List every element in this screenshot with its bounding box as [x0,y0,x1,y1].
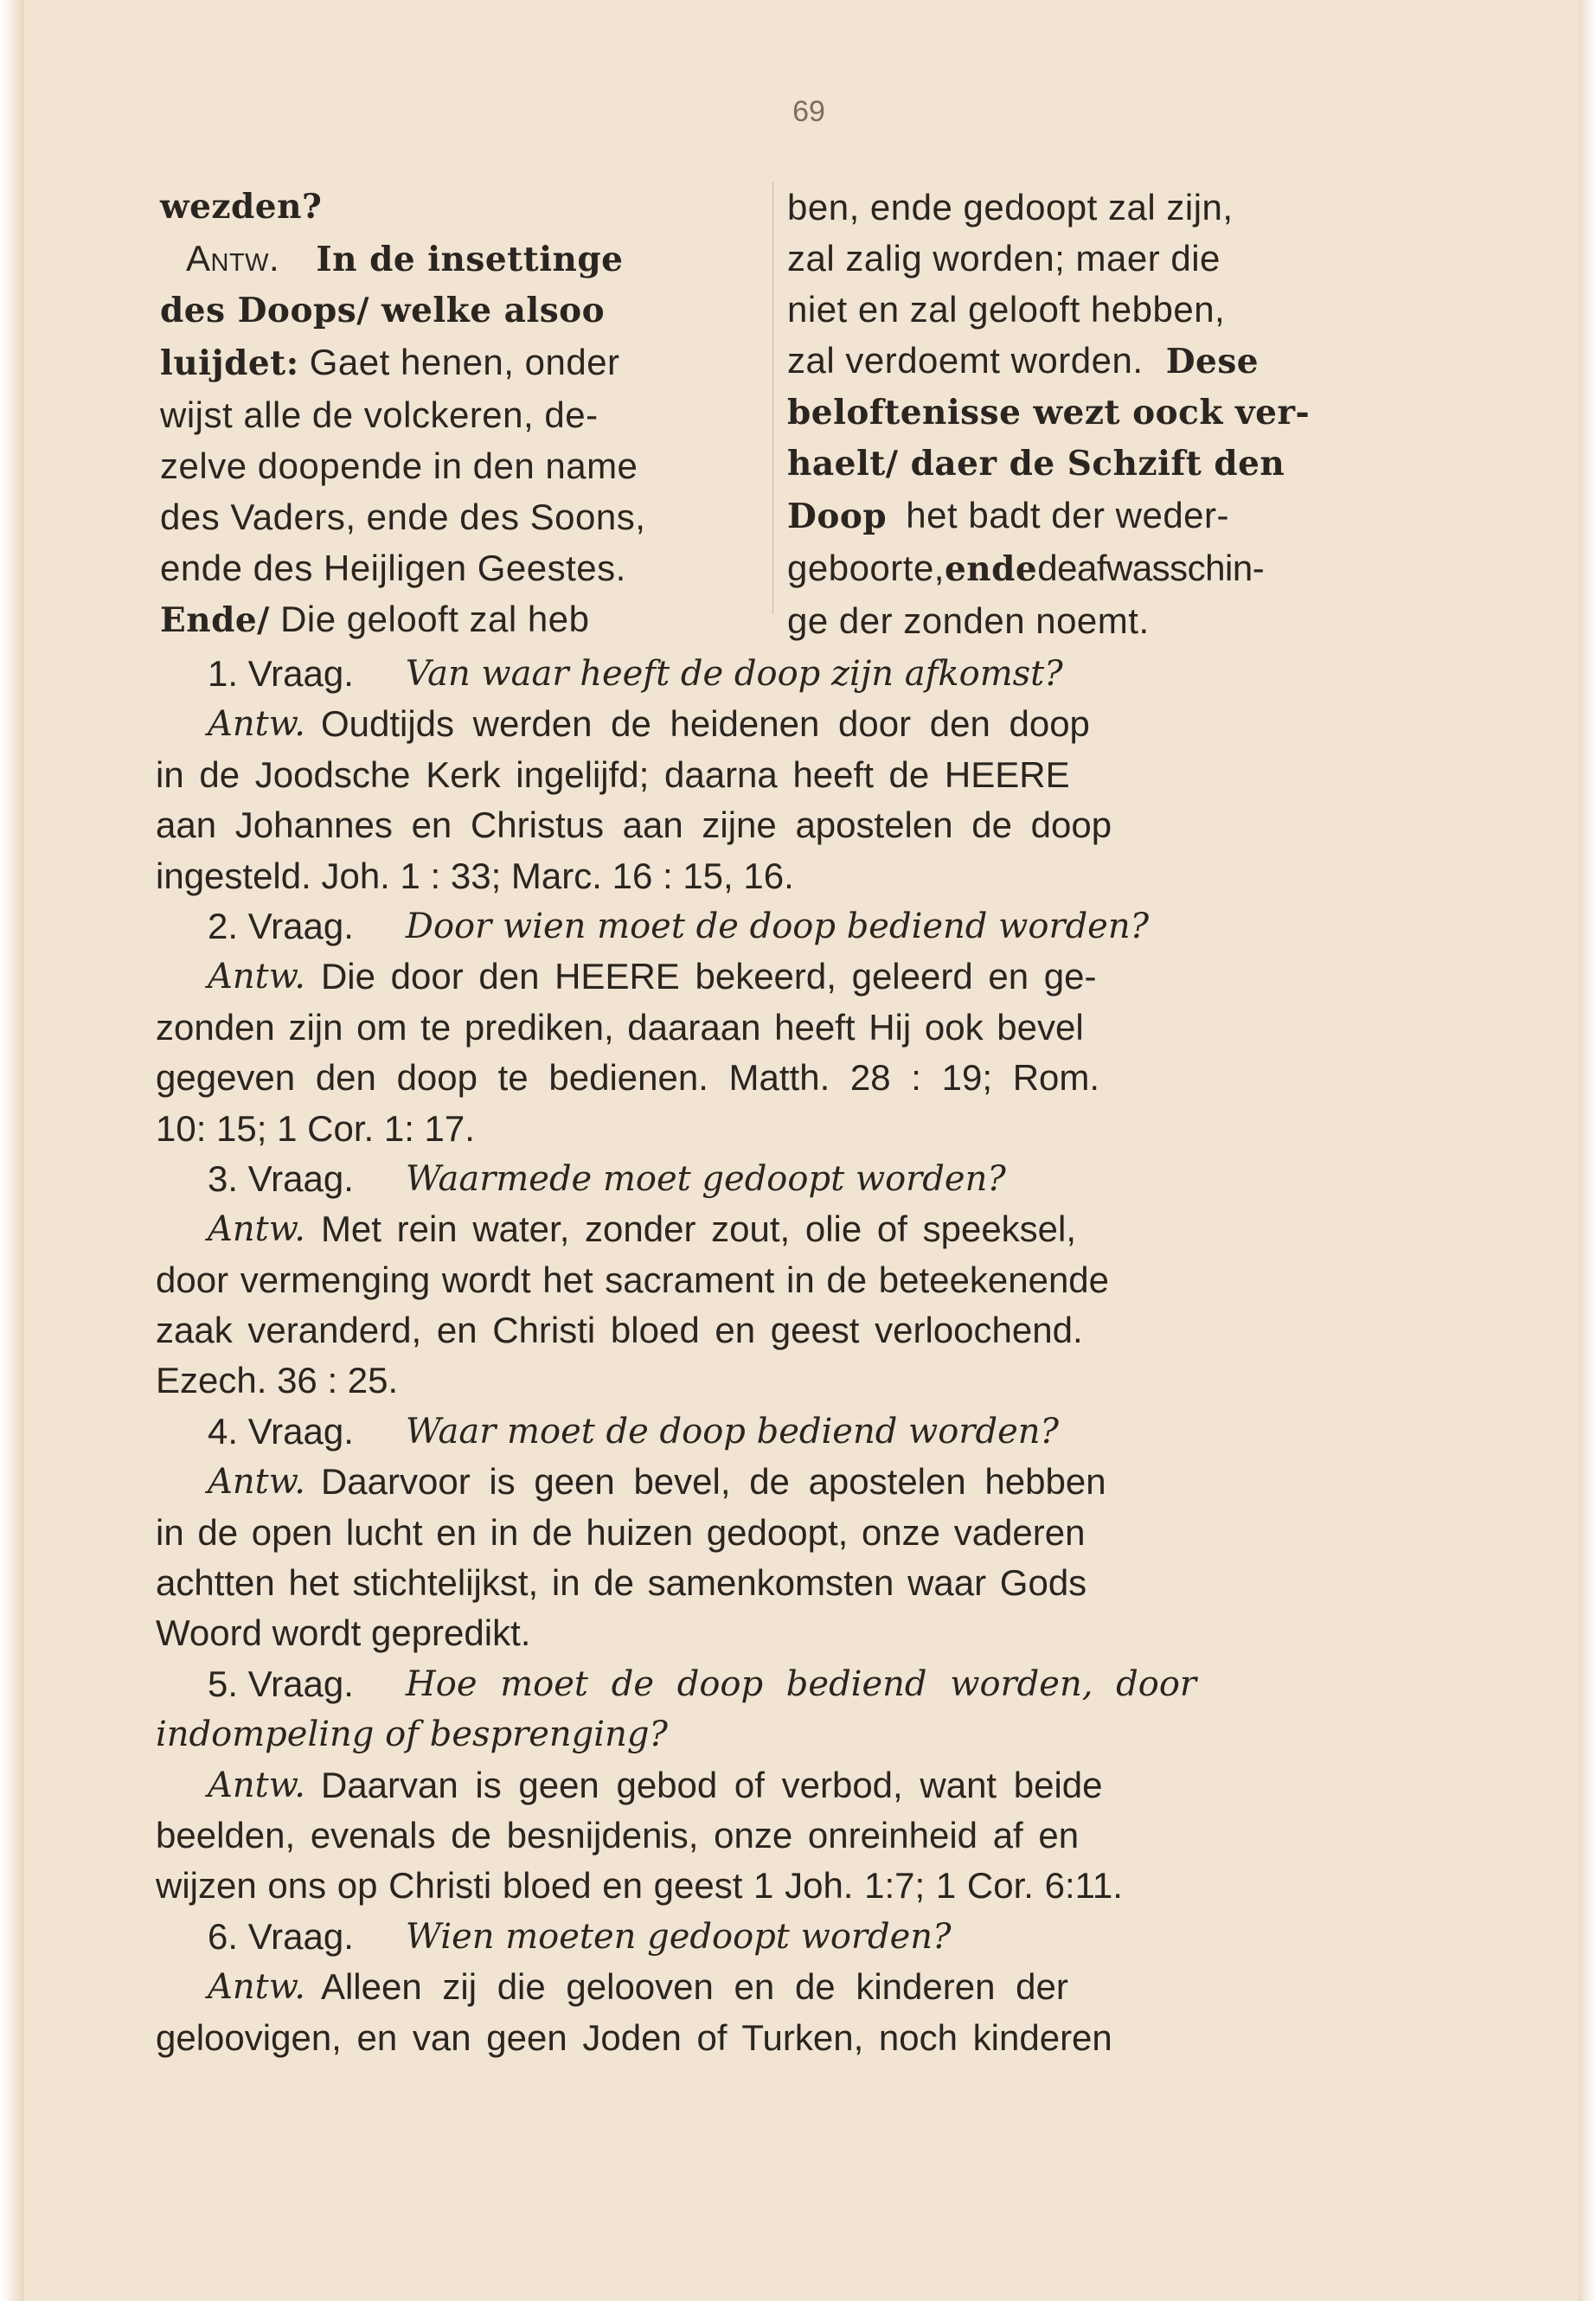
quote-line: ben, ende gedoopt zal zijn, [787,187,1234,228]
question-label: 3. Vraag. [208,1157,354,1199]
question-text: Waar moet de doop bediend worden? [405,1411,1059,1452]
question-line [156,1659,1384,1709]
question-text: Wien moeten gedoopt worden? [405,1916,952,1957]
answer-line [156,1760,1384,1811]
answer-line [156,1356,1384,1406]
quote-line: niet en zal gelooft hebben, [787,289,1226,330]
quote-line [160,233,757,285]
quote-line: wezden? [160,187,323,227]
answer-text: geloovigen, en van geen Joden of Turken, noch kinderen [156,2016,1112,2058]
quote-line: beloftenisse wezt oock ver- [787,393,1311,433]
quote-text: het badt der weder- [906,495,1230,535]
answer-line [156,1204,1384,1254]
answer-text: Woord wordt gepredikt. [156,1612,531,1654]
answer-text: aan Johannes en Christus aan zijne apostelen de doop [156,804,1112,846]
quote-text: Die gelooft zal heb [280,599,590,639]
answer-text: gegeven den doop te bedienen. Matth. 28 : 19; Rom. [156,1057,1100,1099]
answer-line [156,1104,1384,1154]
answer-label: Antw. [186,238,280,279]
column-divider [772,182,773,614]
answer-line [156,1811,1384,1861]
answer-text: 10: 15; 1 Cor. 1: 17. [156,1107,475,1149]
answer-label: Antw. [208,1765,305,1805]
quote-text: deafwasschin- [1037,548,1265,588]
page-number: 69 [792,95,825,128]
answer-text: in de Joodsche Kerk ingelijfd; daarna heeft de HEERE [156,753,1070,795]
answer-line [156,1558,1384,1608]
answer-label: Antw. [208,1967,305,2008]
gothic-text: Doop [787,497,888,536]
quote-text: zal verdoemt worden. [787,340,1144,381]
page-edge-right [1579,0,1596,2301]
quote-column-left [160,182,757,646]
quote-line: zelve doopende in den name [160,445,638,486]
answer-text: in de open lucht en in de huizen gedoopt, onze vaderen [156,1511,1086,1553]
answer-line [156,1305,1384,1356]
answer-text: zonden zijn om te prediken, daaraan heeft Hij ook bevel [156,1006,1084,1048]
gothic-text: Ende/ [160,600,270,640]
gothic-text: ende [944,549,1038,589]
quote-line: ge der zonden noemt. [787,600,1150,641]
quote-line: haelt/ daer de Schzift den [787,444,1285,484]
gothic-text: Dese [1165,342,1259,381]
answer-line [156,699,1384,749]
question-label: 6. Vraag. [208,1915,354,1957]
question-line [156,901,1384,952]
answer-text: zaak veranderd, en Christi bloed en geest verloochend. [156,1310,1083,1351]
question-label: 5. Vraag. [208,1663,354,1704]
page-edge-left [0,0,24,2301]
question-text: indompeling of besprenging? [156,1715,668,1755]
answer-line [156,1861,1384,1911]
answer-label: Antw. [208,1209,305,1250]
answer-label: Antw. [208,957,305,997]
answer-line [156,750,1384,800]
questions-body [156,649,1384,2063]
answer-label: Antw. [208,704,305,745]
quote-line: ende des Heijligen Geestes. [160,548,626,588]
answer-line [156,1608,1384,1658]
answer-line [156,952,1384,1002]
answer-text: Alleen zij die gelooven en de kinderen der [320,1966,1068,2008]
answer-line [156,1053,1384,1103]
question-line [156,1407,1384,1457]
answer-text: Die door den HEERE bekeerd, geleerd en ge- [320,956,1097,997]
question-label: 1. Vraag. [208,653,354,694]
question-text: Hoe moet de doop bediend worden, door [405,1663,1197,1704]
quote-text: Gaet henen, onder [309,342,620,382]
answer-line [156,800,1384,850]
answer-label: Antw. [208,1462,305,1503]
quote-line: wijst alle de volckeren, de- [160,394,599,435]
answer-text: Daarvan is geen gebod of verbod, want beide [320,1764,1103,1805]
quote-text: geboorte, [787,548,945,588]
answer-text: Met rein water, zonder zout, olie of speeksel, [320,1208,1077,1250]
answer-line [156,2013,1384,2063]
answer-line [156,1003,1384,1053]
gothic-text: luijdet: [160,343,299,383]
quote-line: des Vaders, ende des Soons, [160,497,646,537]
answer-line [156,1962,1384,2012]
answer-text: Ezech. 36 : 25. [156,1360,399,1401]
quote-line [787,490,1393,542]
quote-line [787,335,1393,388]
quote-line [160,593,757,646]
answer-text: Daarvoor is geen bevel, de apostelen hebben [320,1461,1106,1503]
answer-line [156,1508,1384,1558]
question-line [156,1709,1384,1759]
question-text: Van waar heeft de doop zijn afkomst? [405,654,1063,694]
answer-text: beelden, evenals de besnijdenis, onze onreinheid af en [156,1814,1080,1856]
question-text: Door wien moet de doop bediend worden? [405,906,1150,946]
quote-column-right [787,182,1393,646]
question-line [156,649,1384,699]
answer-line [156,851,1384,901]
question-label: 2. Vraag. [208,905,354,946]
answer-text: wijzen ons op Christi bloed en geest 1 Joh. 1:7; 1 Cor. 6:11. [156,1865,1123,1907]
quote-line [787,542,1393,595]
question-text: Waarmede moet gedoopt worden? [405,1158,1006,1199]
answer-text: door vermenging wordt het sacrament in de beteekenende [156,1259,1110,1300]
question-line [156,1154,1384,1204]
question-label: 4. Vraag. [208,1410,354,1452]
quote-line: des Doops/ welke alsoo [160,291,606,330]
quote-line [160,336,757,389]
answer-line [156,1457,1384,1507]
quote-line: zal zalig worden; maer die [787,238,1221,279]
answer-text: achtten het stichtelijkst, in de samenkomsten waar Gods [156,1562,1087,1604]
answer-text: Oudtijds werden de heidenen door den doop [320,703,1090,745]
answer-line [156,1255,1384,1305]
gothic-text: In de insettinge [316,240,624,279]
answer-text: ingesteld. Joh. 1 : 33; Marc. 16 : 15, 16. [156,855,794,896]
question-line [156,1912,1384,1962]
